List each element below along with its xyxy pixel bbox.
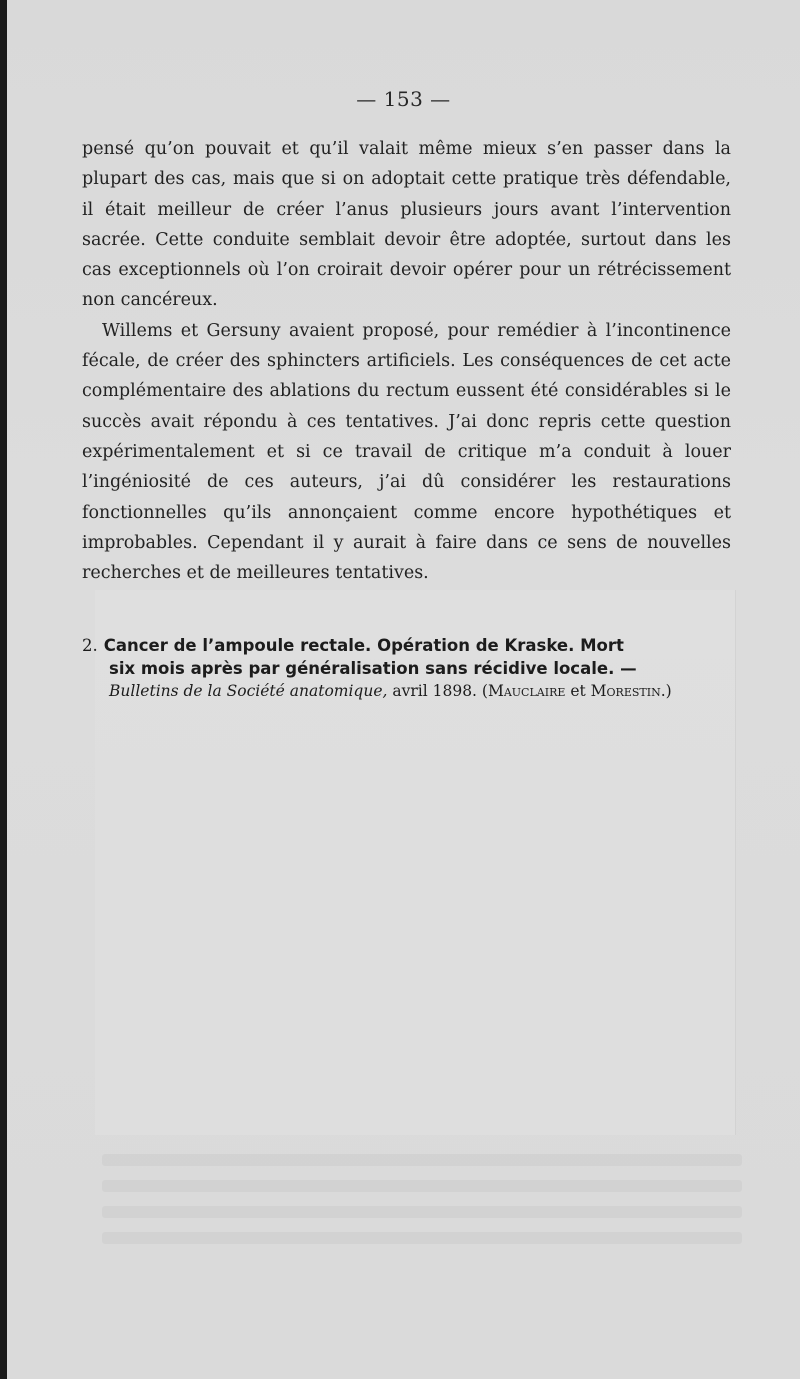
author-mauclaire: Mauclaire [487,682,566,700]
entry-number: 2. [82,636,98,655]
show-through-text [102,1140,742,1260]
author-conjunction: et [565,682,591,700]
journal-name: Bulletins de la Société anatomique, [109,682,388,700]
bibliography-entry [82,634,737,702]
entry-title-continued [82,657,737,680]
entry-title-line-2: six mois après par généralisation sans récidive locale. — [109,659,637,678]
scanned-page [7,0,800,1379]
page-number: — 153 — [356,87,451,111]
body-text [82,134,731,588]
entry-title [82,634,737,657]
publication-date: avril 1898. ( [387,682,488,700]
entry-title-line-1: Cancer de l’ampoule rectale. Opération de Kraske. Mort [103,636,624,655]
author-morestin: Morestin [590,682,661,700]
reference-close: .) [660,682,672,700]
entry-reference [82,680,737,702]
paragraph-1: pensé qu’on pouvait et qu’il valait même mieux s’en passer dans la plupart des cas, mais que si on adoptait cette pratique très défendable, il était meilleur de créer l’anus plusieurs jours avant l’intervention sacrée. Cette conduite semblait devoir être adoptée, surtout dans les cas exceptionnels où l’on croirait devoir opérer pour un rétrécissement non cancéreux. [82,139,731,311]
paragraph-2: Willems et Gersuny avaient proposé, pour remédier à l’incontinence fécale, de créer des sphincters artificiels. Les conséquences de cet acte complémentaire des ablations du rectum eussent été considérables si le succès avait répondu à ces tentatives. J’ai donc repris cette question expérimentalement et si ce travail de critique m’a conduit à louer l’ingéniosité de ces auteurs, j’ai dû considérer les restaurations fonctionnelles qu’ils annonçaient comme encore hypothétiques et improbables. Cependant il y aurait à faire dans ce sens de nouvelles recherches et de meilleures tentatives. [82,320,731,584]
